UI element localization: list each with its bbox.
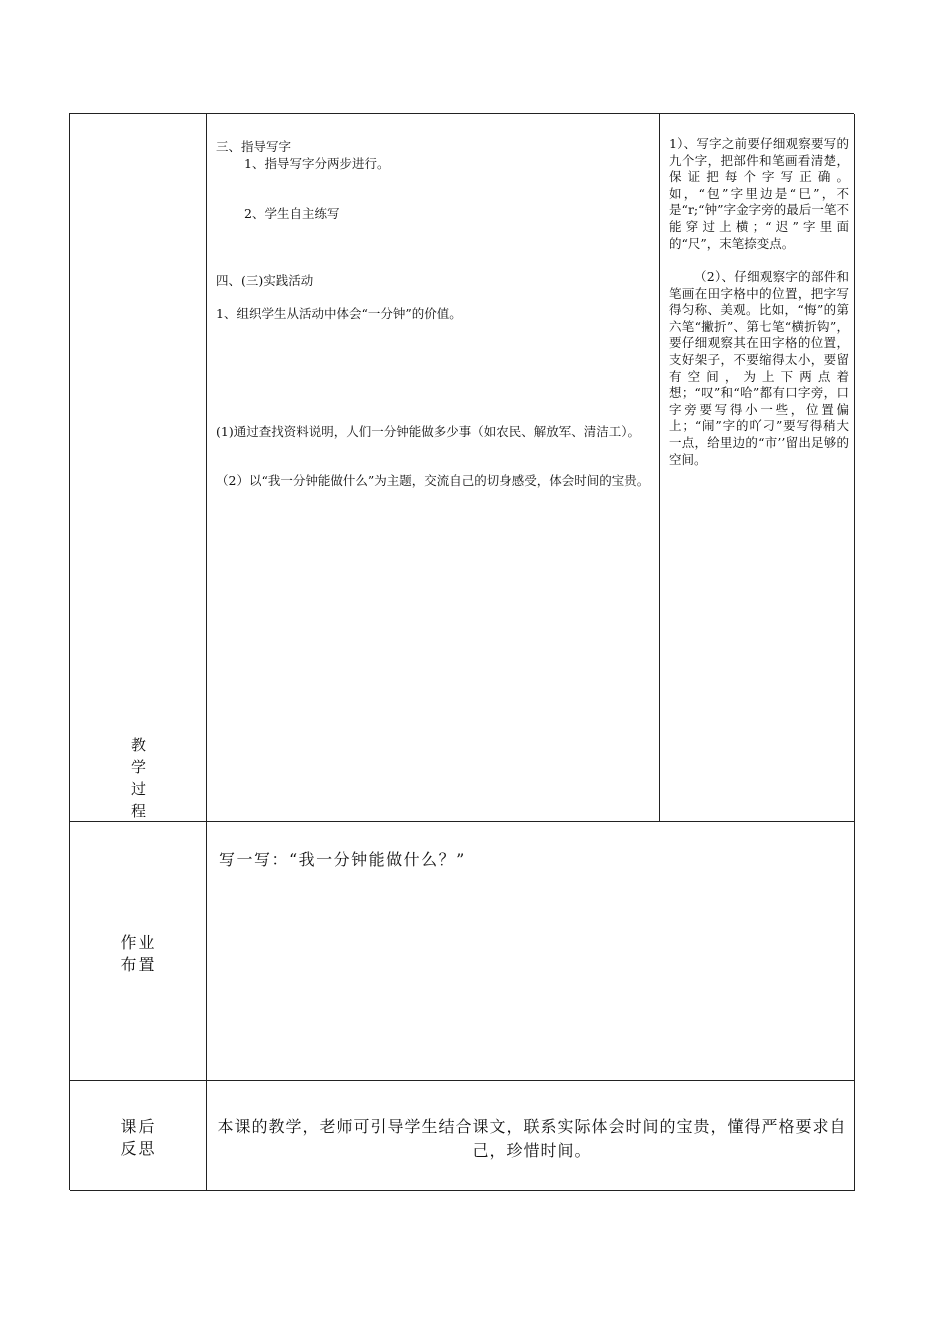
section4-title: 四、(三)实践活动	[216, 273, 314, 288]
process-label-char: 程	[130, 802, 146, 820]
process-label-char: 学	[130, 758, 146, 776]
process-label-cell	[70, 114, 207, 822]
homework-label-line: 布置	[120, 955, 157, 974]
homework-cell	[207, 822, 855, 1081]
reflection-text: 本课的教学，老师可引导学生结合课文，联系实际体会时间的宝贵，懂得严格要求自己，珍惜时间。	[217, 1117, 847, 1160]
process-label-char: 过	[130, 780, 146, 798]
section3-title: 三、指导写字	[216, 139, 292, 154]
section3-item2: 2、学生自主练写	[244, 206, 340, 221]
homework-label	[70, 932, 207, 976]
homework-label-cell	[70, 822, 207, 1081]
process-label-char: 教	[130, 736, 146, 754]
reflection-label-line: 反思	[120, 1139, 157, 1158]
lesson-plan-table	[69, 113, 854, 1190]
reflection-label-cell	[70, 1081, 207, 1191]
reflection-cell	[207, 1081, 855, 1191]
section4-sub1: (1)通过查找资料说明，人们一分钟能做多少事（如农民、解放军、清洁工）。	[216, 424, 640, 439]
section4-item1: 1、组织学生从活动中体会“一分钟”的价值。	[216, 306, 462, 321]
notes-paragraph-1: 1）、写字之前要仔细观察要写的九个字，把部件和笔画看清楚，保证把每个字写正确。如，“包”字里边是“巳”，不是“r;“钟”字金字旁的最后一笔不能穿过上横；“迟”字里面的“尺”，末笔捺变点。	[669, 136, 849, 251]
reflection-label-line: 课后	[120, 1117, 157, 1136]
section4-sub2: （2）以“我一分钟能做什么”为主题，交流自己的切身感受，体会时间的宝贵。	[216, 473, 650, 488]
reflection-label	[70, 1116, 207, 1160]
section3-item1: 1、指导写字分两步进行。	[244, 156, 390, 171]
homework-label-line: 作业	[120, 933, 157, 952]
process-notes-cell	[660, 114, 855, 822]
notes-paragraph-2: （2）、仔细观察字的部件和笔画在田字格中的位置，把字写得匀称、美观。比如，“悔”的第六笔“撇折”、第七笔“横折钩”，要仔细观察其在田字格的位置，支好架子，不要缩得太小，要留有空间，为上下两点着想；“叹”和“哈”都有口字旁，口字旁要写得小一些，位置偏上；“闹”字的吖刁”要写得稍大一点，给里边的“市’’留出足够的空间。	[669, 269, 849, 467]
homework-text: 写一写：“我一分钟能做什么？”	[219, 850, 466, 869]
process-label	[70, 734, 207, 822]
process-main-cell	[207, 114, 660, 822]
